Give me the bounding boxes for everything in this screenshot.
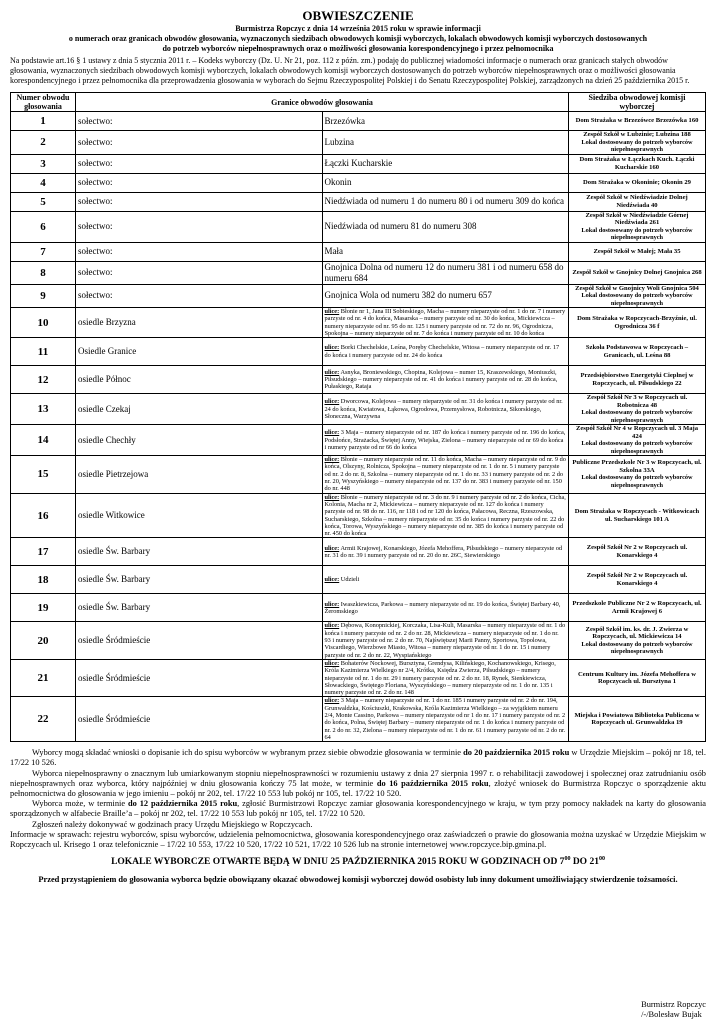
commission-seat: [569, 456, 706, 493]
voting-hours: LOKALE WYBORCZE OTWARTE BĘDĄ W DNIU 25 PAŹDZIERNIKA 2015 ROKU W GODZINACH OD $7^{00}$ DO $21^{00}$: [111, 856, 605, 868]
commission-seat: [569, 594, 706, 622]
commission-seat: [569, 131, 706, 155]
signature-name: /-/Bolesław Bujak: [641, 1010, 702, 1019]
district-number: 11: [11, 338, 76, 366]
district-bounds: [322, 211, 569, 242]
district-number: 10: [11, 308, 76, 338]
footer-paragraph-hours: Zgłoszeń należy dokonywać w godzinach pracy Urzędu Miejskiego w Ropczycach.: [32, 819, 313, 829]
table-row: [11, 192, 706, 211]
seat-accessibility-note: Lokal dostosowany do potrzeb wyborców niepełnosprawnych: [581, 292, 693, 307]
table-row: [11, 366, 706, 394]
district-number: 17: [11, 538, 76, 566]
commission-seat: [569, 284, 706, 308]
district-bounds-text: Okonin: [324, 177, 352, 187]
district-number: 9: [11, 284, 76, 308]
district-bounds: [322, 659, 569, 696]
district-type: sołectwo:: [76, 131, 323, 155]
commission-seat-text: Dom Strażaka w Okoninie; Okonin 29: [583, 178, 691, 186]
district-bounds-text: Dębowa, Konopnickiej, Korczaka, Lisa-Kuli, Masarska – numery nieparzyste od nr. 1 do końca i numery parzyste od nr. 2 do nr. 28, Mickiewicza – numery nieparzyste od nr. 1 do nr. 93 i numery parzyste od nr. 2 do nr. 70, Najświętszej Marii Panny, Sportowa, Topolowa, Viscardiego, Wierzbowe Miasto, Witosa – numery nieparzyste od nr. 1 do nr. 15 i numery parzyste od nr. 2 do nr. 22, Wyspiańskiego: [324, 622, 566, 659]
commission-seat-text: Publiczne Przedszkole Nr 3 w Ropczycach, ul. Szkolna 33A: [572, 459, 702, 474]
table-row: [11, 261, 706, 284]
district-type: osiedle Św. Barbary: [76, 538, 323, 566]
commission-seat: [569, 173, 706, 192]
district-bounds: [322, 425, 569, 456]
commission-seat-text: Zespół Szkół Nr 3 w Ropczycach ul. Robotnicza 48: [586, 394, 688, 409]
district-bounds-text: Błonie – numery nieparzyste od nr. 3 do nr. 9 i numery parzyste od nr. 2 do końca, Cicha, Kolonia, Macha nr 2, Mickiewicza – numery nieparzyste od nr. 127 do końca i numery parzyste od nr. 98 do nr. 116, nr 118 i od nr 120 do końca, Pałacowa, Reczna, Rzeszowska, Sucharskiego, Szkolna – numery nieparzyste od nr. 35 do końca i numery parzyste od nr. 22 do końca, Torowa, Wyszyńskiego – numery nieparzyste od nr. 385 do końca i numery parzyste od nr. 450 do końca: [324, 493, 566, 538]
district-bounds-text: Błonie – numery nieparzyste od nr. 11 do końca, Macha – numery nieparzyste od nr. 9 do końca, Olszyny, Rolnicza, Spokojna – numery nieparzyste od nr. 1 do nr. 5 i numery parzyste od nr. 2 do nr. 8, Szkolna – numery nieparzyste od nr. 1 do nr. 33 i numery parzyste od nr. 2 do nr. 20, Wyszyńskiego – numery nieparzyste od nr. 137 do nr. 383 i numery parzyste od nr. 150 do nr. 448: [324, 456, 566, 493]
subtitle-line-1: Burmistrza Ropczyc z dnia 14 września 2015 roku w sprawie informacji: [235, 24, 481, 33]
header-seat: Siedziba obwodowej komisji wyborczej: [569, 93, 706, 112]
district-bounds-text: Łączki Kucharskie: [324, 158, 393, 168]
page-title: OBWIESZCZENIE: [302, 8, 414, 23]
table-row: [11, 493, 706, 538]
district-bounds: [322, 538, 569, 566]
district-bounds: [322, 594, 569, 622]
district-type: sołectwo:: [76, 112, 323, 131]
commission-seat: [569, 308, 706, 338]
commission-seat-text: Zespół Szkół w Niedźwiadzie Dolnej Niedźwiada 40: [586, 194, 688, 209]
district-bounds-text: Mała: [324, 246, 343, 256]
district-bounds: [322, 261, 569, 284]
streets-label: ulice:: [324, 344, 340, 352]
district-type: sołectwo:: [76, 154, 323, 173]
commission-seat: [569, 154, 706, 173]
signature-block: [641, 1000, 706, 1020]
district-type: sołectwo:: [76, 173, 323, 192]
district-bounds: [322, 493, 569, 538]
district-type: osiedle Północ: [76, 366, 323, 394]
commission-seat-text: Zespół Szkół Nr 2 w Ropczycach ul. Konarskiego 4: [586, 572, 688, 587]
commission-seat-text: Przedsiębiorstwo Energetyki Cieplnej w Ropczycach, ul. Piłsudskiego 22: [580, 372, 694, 387]
seat-accessibility-note: Lokal dostosowany do potrzeb wyborców niepełnosprawnych: [581, 474, 693, 489]
district-type: osiedle Śródmieście: [76, 697, 323, 742]
district-bounds-text: Niedźwiada od numeru 1 do numeru 80 i od numeru 309 do końca: [324, 196, 564, 206]
district-bounds: [322, 242, 569, 261]
seat-accessibility-note: Lokal dostosowany do potrzeb wyborców niepełnosprawnych: [581, 409, 693, 424]
district-type: sołectwo:: [76, 284, 323, 308]
district-bounds-text: Gnojnica Wola od numeru 382 do numeru 657: [324, 290, 492, 301]
commission-seat: [569, 192, 706, 211]
commission-seat: [569, 394, 706, 425]
district-type: osiedle Chechły: [76, 425, 323, 456]
seat-accessibility-note: Lokal dostosowany do potrzeb wyborców niepełnosprawnych: [581, 640, 693, 656]
streets-label: ulice:: [324, 600, 340, 608]
district-type: sołectwo:: [76, 242, 323, 261]
streets-label: ulice:: [324, 308, 340, 315]
district-number: 3: [11, 154, 76, 173]
district-type: osiedle Św. Barbary: [76, 566, 323, 594]
district-bounds: [322, 112, 569, 131]
commission-seat: [569, 211, 706, 242]
district-bounds-text: Lubzina: [324, 136, 354, 147]
district-type: osiedle Brzyzna: [76, 308, 323, 338]
district-number: 14: [11, 425, 76, 456]
commission-seat-text: Zespół Szkół w Lubzinie; Lubzina 188: [583, 131, 691, 138]
commission-seat: [569, 566, 706, 594]
district-bounds-text: 3 Maja – numery nieparzyste od nr. 187 do końca i numery parzyste od nr. 196 do końca, Podsłońce, Strażacka, Świętej Anny, Wiejska, Zielona – numery nieparzyste od nr 69 do końca i numery parzyste od nr 66 do końca: [324, 429, 566, 451]
district-bounds-text: Brzezówka: [324, 115, 365, 126]
commission-seat-text: Zespół Szkół w Gnojnicy Woli Gnojnica 504: [575, 284, 699, 292]
footer-text: [10, 748, 706, 850]
streets-label: ulice:: [324, 429, 340, 437]
id-requirement: Przed przystąpieniem do głosowania wyborca będzie obowiązany okazać obwodowej komisji wyborczej dowód osobisty lub inny dokument umożliwiający stwierdzenie tożsamości.: [38, 875, 678, 885]
streets-label: ulice:: [324, 493, 340, 501]
district-type: sołectwo:: [76, 261, 323, 284]
table-row: [11, 659, 706, 696]
table-row: [11, 154, 706, 173]
table-row: [11, 338, 706, 366]
commission-seat-text: Dom Strażaka w Ropczycach - Witkowicach ul. Sucharskiego 101 A: [574, 508, 700, 523]
district-type: osiedle Śródmieście: [76, 659, 323, 696]
district-bounds: [322, 338, 569, 366]
district-bounds-text: Asnyka, Broniewskiego, Chopina, Kolejowa – numer 15, Kraszewskiego, Moniuszki, Piłsudskiego – numery nieparzyste od nr. 41 do końca i numery parzyste od nr. 28 do końca, Pułaskiego, Rataja: [324, 368, 558, 391]
streets-label: ulice:: [324, 456, 340, 464]
table-row: [11, 173, 706, 192]
intro-paragraph: Na podstawie art.16 § 1 ustawy z dnia 5 stycznia 2011 r. – Kodeks wyborczy (Dz. U. Nr 21, poz. 112 z późn. zm.) podaję do publicznej wiadomości informacje o numerach oraz granicach stałych obwodów głosowania, wyznaczonych siedzibach obwodowych komisji wyborczych, lokalach obwodowych komisji wyborczych dostosowanych do potrzeb wyborców niepełnosprawnych oraz o możliwości głosowania korespondencyjnego i przez pełnomocnika dla przeprowadzenia głosowania w wyborach do Sejmu Rzeczypospolitej Polskiej i do Senatu Rzeczypospolitej Polskiej, zarządzonych na dzień 25 października 2015 r.: [10, 56, 690, 85]
district-number: 13: [11, 394, 76, 425]
district-type: sołectwo:: [76, 211, 323, 242]
table-row: [11, 425, 706, 456]
district-bounds-text: Iwaszkiewicza, Parkowa – numery nieparzyste od nr. 19 do końca, Świętej Barbary 40, Żeromskiego: [324, 600, 561, 615]
district-number: 19: [11, 594, 76, 622]
streets-label: ulice:: [324, 622, 340, 630]
district-bounds-text: Udzieli: [340, 576, 360, 584]
commission-seat-text: Dom Strażaka w Ropczycach-Brzyźnie, ul. Ogrodnicza 36 f: [577, 315, 697, 330]
district-bounds: [322, 131, 569, 155]
table-row: [11, 394, 706, 425]
table-row: [11, 456, 706, 493]
commission-seat-text: Zespół Szkół Nr 2 w Ropczycach ul. Konarskiego 4: [586, 544, 688, 559]
streets-label: ulice:: [324, 659, 340, 667]
subtitle-line-3: do potrzeb wyborców niepełnosprawnych oraz o możliwości głosowania korespondencyjnego i przez pełnomocnika: [162, 44, 554, 53]
subtitle-line-2: o numerach oraz granicach obwodów głosowania, wyznaczonych siedzibach obwodowych komisji wyborczych, lokalach obwodowych komisji wyborczych dostosowanych: [68, 34, 648, 43]
district-number: 21: [11, 659, 76, 696]
table-row: [11, 284, 706, 308]
commission-seat-text: Dom Strażaka w Łączkach Kuch. Łączki Kucharskie 160: [579, 156, 695, 171]
district-bounds-text: Błonie nr 1, Jana III Sobieskiego, Macha – numery nieparzyste od nr. 1 do nr. 7 i numery parzyste od nr. 4 do końca, Masarska – numery parzyste od nr. 30 do końca, Mickiewicza – numery nieparzyste od nr. 95 do nr. 125 i numery parzyste od nr. 72 do nr. 96, Ogrodnicza, Spokojna – numery nieparzyste od nr. 7 do końca i numery parzyste od nr. 10 do końca: [324, 308, 566, 337]
header-number: Numer obwodu głosowania: [11, 93, 76, 112]
district-type: osiedle Czekaj: [76, 394, 323, 425]
streets-label: ulice:: [324, 697, 340, 705]
streets-label: ulice:: [324, 398, 340, 406]
district-number: 2: [11, 131, 76, 155]
commission-seat-text: Zespół Szkół Nr 4 w Ropczycach ul. 3 Maja 424: [575, 425, 699, 440]
district-bounds: [322, 154, 569, 173]
seat-accessibility-note: Lokal dostosowany do potrzeb wyborców niepełnosprawnych: [581, 226, 693, 241]
table-row: [11, 112, 706, 131]
district-number: 12: [11, 366, 76, 394]
seat-accessibility-note: Lokal dostosowany do potrzeb wyborców niepełnosprawnych: [581, 440, 693, 455]
table-row: [11, 242, 706, 261]
commission-seat-text: Przedszkole Publiczne Nr 2 w Ropczycach, ul. Armii Krajowej 6: [572, 600, 702, 615]
district-number: 7: [11, 242, 76, 261]
district-bounds-text: Niedźwiada od numeru 81 do numeru 308: [324, 221, 477, 231]
commission-seat-text: Szkoła Podstawowa w Ropczycach – Granicach, ul. Leśna 88: [585, 344, 689, 359]
table-row: [11, 131, 706, 155]
district-type: sołectwo:: [76, 192, 323, 211]
commission-seat-text: Zespół Szkół w Małej; Mała 35: [593, 247, 681, 255]
commission-seat: [569, 242, 706, 261]
district-type: osiedle Witkowice: [76, 493, 323, 538]
district-bounds: [322, 622, 569, 659]
table-row: [11, 697, 706, 742]
district-number: 4: [11, 173, 76, 192]
commission-seat: [569, 425, 706, 456]
streets-label: ulice:: [324, 544, 340, 552]
commission-seat-text: Dom Strażaka w Brzezówce Brzezówka 160: [575, 117, 699, 125]
district-bounds: [322, 366, 569, 394]
signature-title: Burmistrz Ropczyc: [641, 1000, 706, 1009]
footer-paragraph-info: Informacje w sprawach: rejestru wyborców, spisu wyborców, udzielenia pełnomocnictwa, głosowania korespondencyjnego oraz zaświadczeń o prawie do głosowania można uzyskać w Urzędzie Miejskim w Ropczycach ul. Krisego 1 oraz telefonicznie – 17/22 10 553, 17/22 10 520, 17/22 10 521, 17/22 10 526 lub na stronie internetowej www.ropczyce.bip.gmina.pl.: [10, 829, 706, 850]
commission-seat-text: Zespół Szkół w Gnojnicy Dolnej Gnojnica 268: [572, 268, 702, 276]
district-bounds: [322, 192, 569, 211]
footer-paragraph-postal: Wyborca może, w terminie do 12 października 2015 roku, zgłosić Burmistrzowi Ropczyc zamiar głosowania korespondencyjnego w kraju, w tym przy pomocy nakładek na karty do głosowania sporządzonych w alfabecie Braille’a – pokój nr 202, tel. 17/22 10 553 lub pokój nr 105, tel. 17/22 10 520.: [10, 799, 706, 819]
district-bounds-text: Armii Krajowej, Konarskiego, Józefa Mehoffera, Piłsudskiego – numery nieparzyste od nr. 31 do nr. 39 i numery parzyste od nr. 20 do nr. 26C, Siewierskiego: [324, 544, 563, 559]
commission-seat: [569, 493, 706, 538]
table-header-row: [11, 93, 706, 112]
footer-paragraph-register: Wyborcy mogą składać wnioski o dopisanie ich do spisu wyborców w wybranym przez siebie obwodzie głosowania w terminie do 20 października 2015 roku w Urzędzie Miejskim – pokój nr 18, tel. 17/22 10 526.: [10, 748, 706, 768]
seat-accessibility-note: Lokal dostosowany do potrzeb wyborców niepełnosprawnych: [581, 138, 693, 153]
district-number: 20: [11, 622, 76, 659]
district-number: 6: [11, 211, 76, 242]
streets-label: ulice:: [324, 576, 340, 584]
footer-paragraph-proxy: Wyborca niepełnosprawny o znacznym lub umiarkowanym stopniu niepełnosprawności w rozumieniu ustawy z dnia 27 sierpnia 1997 r. o rehabilitacji zawodowej i społecznej oraz zatrudnianiu osób niepełnosprawnych oraz wyborca, który najpóźniej w dniu głosowania kończy 75 lat może, w terminie do 16 października 2015 roku, złożyć wniosek do Burmistrza Ropczyc o sporządzenie aktu pełnomocnictwa do głosowania w jego imieniu – pokój nr 202, tel. 17/22 10 553 lub pokój nr 105, tel. 17/22 10 520.: [10, 768, 706, 799]
commission-seat: [569, 697, 706, 742]
table-row: [11, 308, 706, 338]
district-bounds: [322, 394, 569, 425]
commission-seat: [569, 112, 706, 131]
district-bounds-text: Borki Chechelskie, Leśna, Poręby Chechelskie, Witosa – numery nieparzyste od nr. 17 do końca i numery parzyste od nr. 24 do końca: [324, 344, 560, 359]
district-type: osiedle Św. Barbary: [76, 594, 323, 622]
district-number: 22: [11, 697, 76, 742]
table-row: [11, 538, 706, 566]
district-bounds: [322, 456, 569, 493]
commission-seat: [569, 338, 706, 366]
commission-seat: [569, 366, 706, 394]
district-bounds: [322, 284, 569, 308]
district-bounds-text: Gnojnica Dolna od numeru 12 do numeru 381 i od numeru 658 do numeru 684: [324, 261, 564, 283]
district-type: osiedle Pietrzejowa: [76, 456, 323, 493]
commission-seat-text: Centrum Kultury im. Józefa Mehoffera w Ropczycach ul. Bursztyna 1: [578, 670, 696, 686]
district-bounds-text: Dworcowa, Kolejowa – numery nieparzyste od nr. 31 do końca i numery parzyste od nr. 24 do końca, Kwiatowa, Łąkowa, Ogrodowa, Przemysłowa, Robotnicza, Sikorskiego, Słoneczna, Warzywna: [324, 398, 563, 420]
commission-seat-text: Zespół Szkół w Niedźwiadzie Górnej Niedźwiada 261: [585, 211, 689, 226]
district-bounds: [322, 697, 569, 742]
district-bounds-text: 3 Maja – numery nieparzyste od nr. 1 do nr. 185 i numery parzyste od nr. 2 do nr. 194, Grunwaldzka, Kościuszki, Krakowska, Króla Kazimierza Wielkiego – za wyjątkiem numeru 2/4, Monte Cassino, Parkowa – numery nieparzyste od nr 1 do nr. 17 i numery parzyste od nr. 2 do końca, Polna, Świętej Barbary – numery nieparzyste od nr. 1 do końca i numery parzyste od nr. 2 do nr. 32, Zielona – numery nieparzyste od nr. 1 do nr. 61 i numery parzyste od nr. 2 do nr. 64: [324, 697, 566, 741]
district-bounds: [322, 173, 569, 192]
header-bounds: Granice obwodów głosowania: [76, 93, 569, 112]
district-type: osiedle Śródmieście: [76, 622, 323, 659]
table-row: [11, 566, 706, 594]
table-body: [11, 112, 706, 742]
district-number: 18: [11, 566, 76, 594]
commission-seat: [569, 659, 706, 696]
commission-seat: [569, 622, 706, 659]
district-number: 8: [11, 261, 76, 284]
commission-seat-text: Zespół Szkół im. ks. dr. J. Zwierza w Ropczycach, ul. Mickiewicza 14: [585, 625, 689, 641]
district-bounds: [322, 566, 569, 594]
table-row: [11, 622, 706, 659]
district-number: 15: [11, 456, 76, 493]
commission-seat: [569, 538, 706, 566]
streets-label: ulice:: [324, 368, 340, 376]
district-number: 1: [11, 112, 76, 131]
table-row: [11, 594, 706, 622]
commission-seat: [569, 261, 706, 284]
district-type: Osiedle Granice: [76, 338, 323, 366]
table-row: [11, 211, 706, 242]
district-bounds-text: Bohaterów Nockowej, Bursztyna, Grendysa, Kilińskiego, Kochanowskiego, Krisego, Króla Kazimierza Wielkiego nr 2/4, Krótka, Księdza Zwierza, Piłsudskiego – numery nieparzyste od nr. 1 do nr. 29 i numery parzyste od nr. 2 do nr. 18, Rynek, Sienkiewicza, Słowackiego, Świętego Floriana, Wyszyńskiego – numery nieparzyste od nr. 1 do nr. 135 i numery parzyste od nr. 2 do nr. 148: [324, 659, 556, 697]
district-number: 16: [11, 493, 76, 538]
districts-table: [10, 92, 706, 742]
district-bounds: [322, 308, 569, 338]
district-number: 5: [11, 192, 76, 211]
commission-seat-text: Miejska i Powiatowa Biblioteka Publiczna w Ropczycach ul. Grunwaldzka 19: [574, 711, 700, 727]
